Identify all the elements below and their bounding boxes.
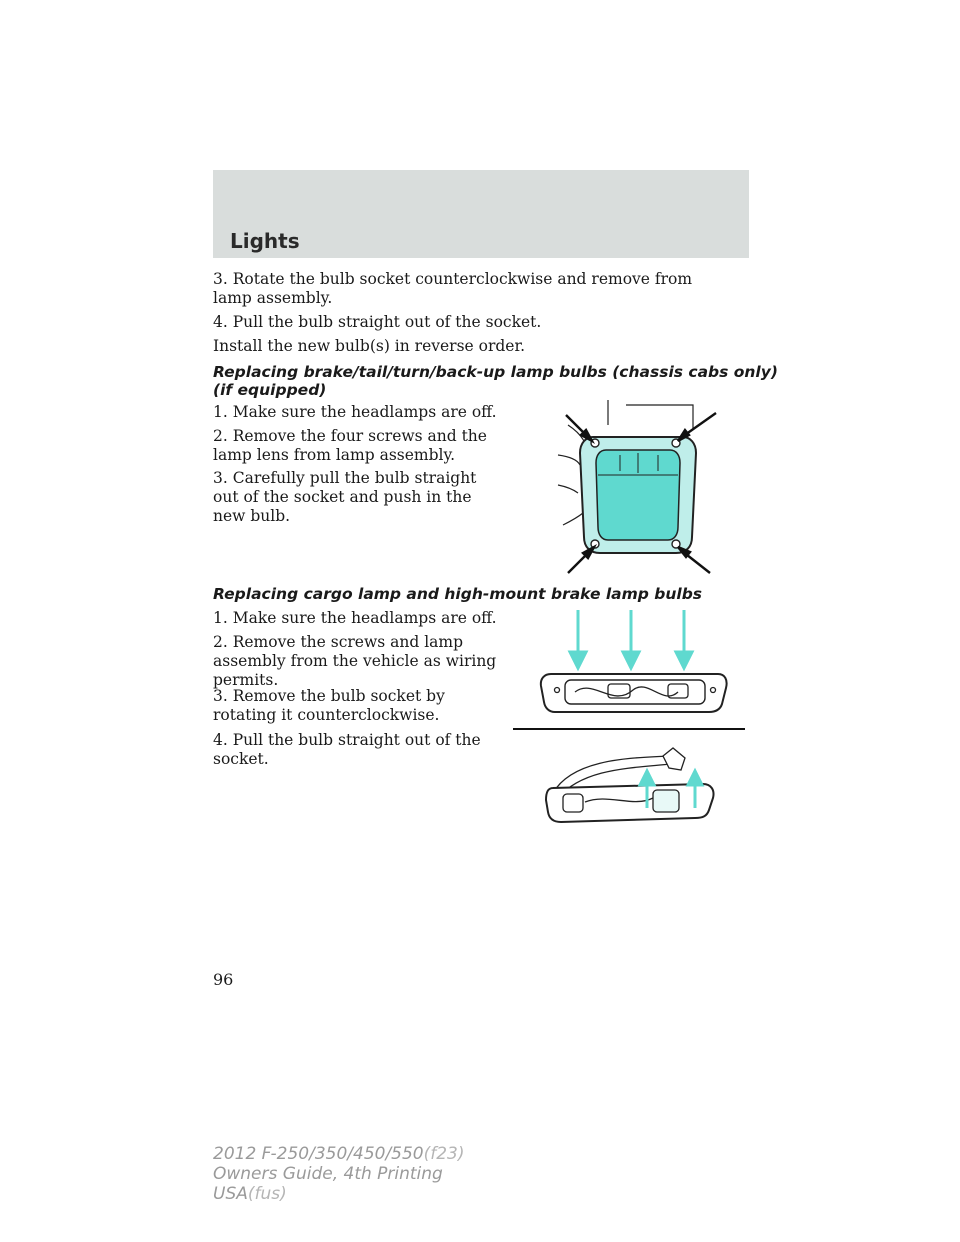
section1-heading: Replacing brake/tail/turn/back-up lamp bulbs (chassis cabs only) (if equipped) bbox=[213, 363, 778, 399]
intro-step-4: 4. Pull the bulb straight out of the socket. bbox=[213, 313, 542, 331]
section1-step-1: 1. Make sure the headlamps are off. bbox=[213, 403, 497, 421]
footer-region-code: (fus) bbox=[247, 1184, 287, 1204]
footer-region: USA bbox=[213, 1184, 248, 1204]
footer-code: (f23) bbox=[423, 1144, 465, 1164]
footer-model: 2012 F-250/350/450/550 bbox=[213, 1144, 424, 1164]
section-title: Lights bbox=[230, 229, 300, 253]
install-note: Install the new bulb(s) in reverse order. bbox=[213, 337, 526, 355]
cargo-lamp-illustration bbox=[513, 608, 747, 830]
section2-heading: Replacing cargo lamp and high-mount brake lamp bulbs bbox=[213, 585, 703, 603]
section1-step-2: 2. Remove the four screws and the lamp lens from lamp assembly. bbox=[213, 427, 487, 464]
intro-step-3: 3. Rotate the bulb socket counterclockwise and remove from lamp assembly. bbox=[213, 270, 693, 307]
tail-lamp-illustration bbox=[548, 395, 748, 577]
page-number: 96 bbox=[213, 970, 234, 989]
section2-step-2: 2. Remove the screws and lamp assembly from the vehicle as wiring permits. bbox=[213, 633, 497, 689]
section2-step-1: 1. Make sure the headlamps are off. bbox=[213, 609, 497, 627]
footer-guide: Owners Guide, 4th Printing bbox=[213, 1164, 443, 1184]
footer bbox=[213, 1144, 465, 1204]
section1-step-3: 3. Carefully pull the bulb straight out of the socket and push in the new bulb. bbox=[213, 469, 477, 525]
section2-step-3: 3. Remove the bulb socket by rotating it counterclockwise. bbox=[213, 687, 445, 724]
section2-step-4: 4. Pull the bulb straight out of the socket. bbox=[213, 731, 481, 768]
